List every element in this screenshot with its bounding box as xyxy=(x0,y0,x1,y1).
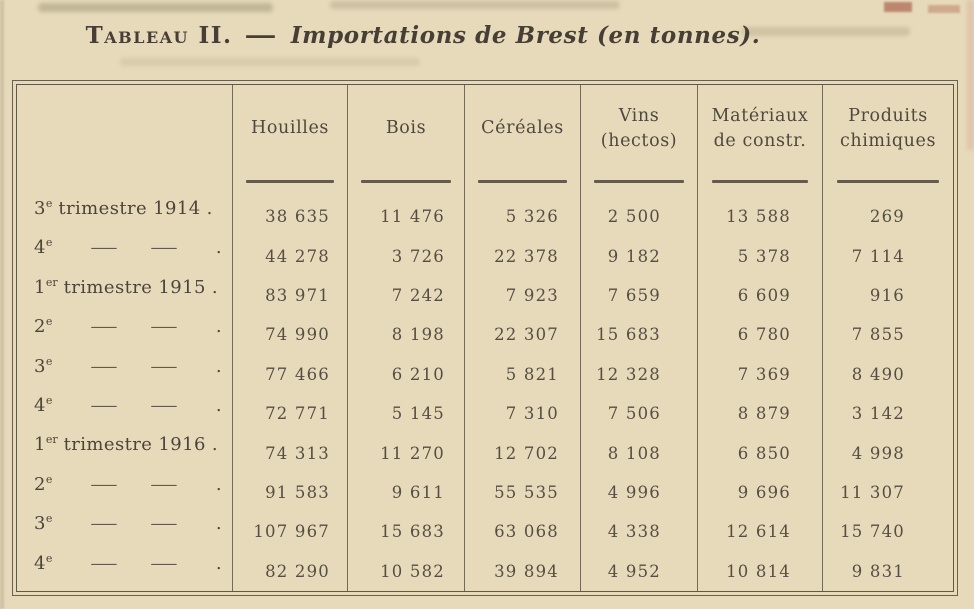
row-label xyxy=(17,394,233,433)
cell-bois: 7 242 xyxy=(348,276,465,315)
header-underline-cell xyxy=(581,173,698,197)
cell-houilles: 44 278 xyxy=(233,236,348,275)
cell-bois: 9 611 xyxy=(348,473,465,512)
cell-produits: 11 307 xyxy=(840,483,905,503)
repeat-dash: — xyxy=(150,355,179,377)
cell-houilles: 83 971 xyxy=(233,276,348,315)
table-row xyxy=(17,276,953,315)
cell-produits: 916 xyxy=(869,286,905,306)
column-header-label: Matériaux xyxy=(711,105,809,126)
table-row xyxy=(17,433,953,472)
row-label-ordinal: 1er xyxy=(34,275,58,298)
column-header-produits xyxy=(823,85,953,173)
cell-materiaux: 8 879 xyxy=(698,394,823,433)
header-empty-cell xyxy=(17,85,233,173)
repeat-dash: — xyxy=(150,513,179,535)
cell-materiaux: 13 588 xyxy=(698,197,823,236)
column-header-label-line2: (hectos) xyxy=(600,131,678,151)
row-label-text: trimestre 1916 xyxy=(63,434,206,456)
cell-produits: 7 855 xyxy=(851,325,905,345)
row-label-period: . xyxy=(211,434,218,456)
header-underline-cell xyxy=(233,173,348,197)
scan-edge-shadow xyxy=(0,0,4,609)
row-label-period: . xyxy=(215,316,222,338)
repeat-dash: — xyxy=(150,552,179,574)
column-rule xyxy=(837,180,938,183)
cell-houilles: 77 466 xyxy=(233,355,348,394)
title-tableau-label: Tableau II. xyxy=(85,22,233,49)
cell-vins: 2 500 xyxy=(581,197,698,236)
column-header-label: Produits xyxy=(848,105,928,126)
table-row xyxy=(17,512,953,551)
row-label-period: . xyxy=(206,198,213,219)
table-title xyxy=(0,22,846,49)
column-rule xyxy=(246,180,335,183)
row-label xyxy=(17,276,233,315)
cell-produits: 8 490 xyxy=(851,364,905,384)
table-row xyxy=(17,552,953,591)
cell-produits: 9 831 xyxy=(851,561,905,581)
cell-vins: 4 996 xyxy=(581,473,698,512)
cell-materiaux: 6 609 xyxy=(698,276,823,315)
column-rule xyxy=(594,180,684,183)
cell-cereales: 7 923 xyxy=(465,276,581,315)
repeat-dash: — xyxy=(150,316,179,338)
column-header-houilles xyxy=(233,85,348,173)
row-label-ordinal: 4e xyxy=(34,236,53,259)
row-label-ordinal-suffix: e xyxy=(45,236,53,250)
cell-bois: 6 210 xyxy=(348,355,465,394)
row-label-period: . xyxy=(215,552,222,574)
repeat-dash: — xyxy=(89,473,119,495)
row-label xyxy=(17,197,233,236)
row-label-period: . xyxy=(215,473,222,495)
cell-cereales: 12 702 xyxy=(465,433,581,472)
row-label-period: . xyxy=(211,276,218,298)
cell-bois: 11 476 xyxy=(348,197,465,236)
row-label-ordinal: 4e xyxy=(34,551,53,574)
cell-cereales: 55 535 xyxy=(465,473,581,512)
cell-cereales: 5 821 xyxy=(465,355,581,394)
column-header-label-line2: chimiques xyxy=(839,131,937,151)
row-label-text: trimestre 1914 xyxy=(58,198,201,219)
imports-table-inner xyxy=(16,84,954,592)
row-label-ordinal-suffix: er xyxy=(45,433,58,447)
cell-houilles: 38 635 xyxy=(233,197,348,236)
header-underline-cell xyxy=(465,173,581,197)
table-row xyxy=(17,197,953,236)
cell-cereales: 7 310 xyxy=(465,394,581,433)
cell-cereales: 5 326 xyxy=(465,197,581,236)
row-label-ordinal-suffix: er xyxy=(45,275,58,289)
table-row xyxy=(17,355,953,394)
cell-vins: 9 182 xyxy=(581,236,698,275)
column-header-label: Céréales xyxy=(481,118,564,139)
row-label-period: . xyxy=(215,513,222,535)
row-label-ordinal-suffix: e xyxy=(45,512,53,526)
row-label xyxy=(17,236,233,275)
row-label xyxy=(17,315,233,354)
repeat-dash: — xyxy=(89,316,119,338)
column-rule xyxy=(478,180,568,183)
table-row xyxy=(17,236,953,275)
row-label xyxy=(17,473,233,512)
cell-vins: 4 952 xyxy=(581,552,698,591)
cell-houilles: 72 771 xyxy=(233,394,348,433)
cell-materiaux: 5 378 xyxy=(698,236,823,275)
cell-cereales: 39 894 xyxy=(465,552,581,591)
row-label-period: . xyxy=(215,395,222,417)
row-label-ordinal: 3e xyxy=(34,512,53,535)
column-header-materiaux xyxy=(698,85,823,173)
column-header-label: Bois xyxy=(385,118,427,139)
cell-houilles: 74 990 xyxy=(233,315,348,354)
row-label-period: . xyxy=(215,355,222,377)
cell-vins: 7 659 xyxy=(581,276,698,315)
row-label-ordinal: 3e xyxy=(34,354,53,377)
cell-bois: 15 683 xyxy=(348,512,465,551)
cell-vins: 12 328 xyxy=(581,355,698,394)
repeat-dash: — xyxy=(89,552,119,574)
cell-materiaux: 9 696 xyxy=(698,473,823,512)
repeat-dash: — xyxy=(89,513,119,535)
cell-bois: 3 726 xyxy=(348,236,465,275)
header-underline-cell xyxy=(823,173,953,197)
header-underline-cell xyxy=(348,173,465,197)
cell-vins: 8 108 xyxy=(581,433,698,472)
column-header-cereales xyxy=(465,85,581,173)
imports-table xyxy=(12,80,958,596)
cell-produits: 7 114 xyxy=(851,246,905,266)
row-label-text: trimestre 1915 xyxy=(63,276,206,298)
column-header-label: Houilles xyxy=(251,118,329,139)
title-dash: — xyxy=(244,22,278,49)
column-header-label-line2: de constr. xyxy=(713,131,807,151)
repeat-dash: — xyxy=(150,473,179,495)
repeat-dash: — xyxy=(89,355,119,377)
row-label xyxy=(17,433,233,472)
table-body xyxy=(17,197,953,591)
cell-cereales: 22 378 xyxy=(465,236,581,275)
column-header-vins xyxy=(581,85,698,173)
row-label-ordinal: 3e xyxy=(34,197,53,219)
cell-materiaux: 6 850 xyxy=(698,433,823,472)
table-row xyxy=(17,473,953,512)
cell-houilles: 107 967 xyxy=(233,512,348,551)
cell-vins: 15 683 xyxy=(581,315,698,354)
cell-cereales: 63 068 xyxy=(465,512,581,551)
cell-produits: 3 142 xyxy=(851,404,905,424)
cell-materiaux: 12 614 xyxy=(698,512,823,551)
header-underline-row xyxy=(17,173,953,197)
column-rule xyxy=(361,180,451,183)
row-label-ordinal: 4e xyxy=(34,394,53,417)
cell-houilles: 91 583 xyxy=(233,473,348,512)
scan-smudge xyxy=(38,3,273,12)
cell-materiaux: 10 814 xyxy=(698,552,823,591)
row-label-period: . xyxy=(215,237,222,259)
cell-bois: 10 582 xyxy=(348,552,465,591)
header-underline-empty xyxy=(17,173,233,197)
cell-produits: 269 xyxy=(869,207,905,227)
table-row xyxy=(17,315,953,354)
scan-artifact xyxy=(884,2,912,12)
repeat-dash: — xyxy=(89,395,119,417)
title-subtitle: Importations de Brest (en tonnes). xyxy=(290,22,761,49)
column-header-label: Vins xyxy=(618,105,660,126)
row-label-ordinal: 2e xyxy=(34,315,53,338)
cell-vins: 7 506 xyxy=(581,394,698,433)
scan-edge-tint xyxy=(967,0,974,150)
row-label xyxy=(17,552,233,591)
scan-smudge xyxy=(330,1,620,9)
scan-smudge xyxy=(120,58,420,66)
row-label-ordinal-suffix: e xyxy=(45,551,53,565)
header-row xyxy=(17,85,953,173)
repeat-dash: — xyxy=(89,237,119,259)
cell-produits: 4 998 xyxy=(851,443,905,463)
table-row xyxy=(17,394,953,433)
repeat-dash: — xyxy=(150,395,179,417)
cell-bois: 11 270 xyxy=(348,433,465,472)
cell-bois: 5 145 xyxy=(348,394,465,433)
row-label-ordinal-suffix: e xyxy=(45,472,53,486)
repeat-dash: — xyxy=(150,237,179,259)
cell-houilles: 74 313 xyxy=(233,433,348,472)
row-label-ordinal: 2e xyxy=(34,472,53,495)
row-label-ordinal-suffix: e xyxy=(45,197,53,210)
header-underline-cell xyxy=(698,173,823,197)
cell-vins: 4 338 xyxy=(581,512,698,551)
cell-cereales: 22 307 xyxy=(465,315,581,354)
row-label-ordinal: 1er xyxy=(34,433,58,456)
cell-houilles: 82 290 xyxy=(233,552,348,591)
column-header-bois xyxy=(348,85,465,173)
row-label-ordinal-suffix: e xyxy=(45,394,53,408)
row-label xyxy=(17,355,233,394)
cell-bois: 8 198 xyxy=(348,315,465,354)
row-label-ordinal-suffix: e xyxy=(45,354,53,368)
row-label xyxy=(17,512,233,551)
column-rule xyxy=(712,180,809,183)
cell-materiaux: 7 369 xyxy=(698,355,823,394)
cell-materiaux: 6 780 xyxy=(698,315,823,354)
cell-produits: 15 740 xyxy=(840,522,905,542)
scan-artifact xyxy=(928,5,960,13)
row-label-ordinal-suffix: e xyxy=(45,315,53,329)
